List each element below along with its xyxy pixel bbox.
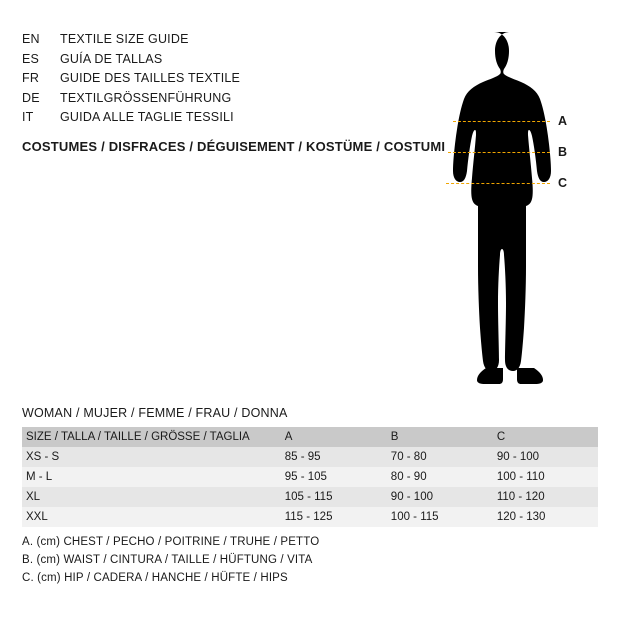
cell-b: 100 - 115 — [390, 511, 439, 523]
measure-line-chest — [453, 121, 550, 122]
language-title-list — [22, 30, 402, 128]
language-title: GUIDA ALLE TAGLIE TESSILI — [60, 110, 234, 124]
language-row — [22, 69, 402, 89]
language-row — [22, 89, 402, 109]
table-row — [22, 447, 598, 467]
measure-line-hip — [446, 183, 550, 184]
column-header-size: SIZE / TALLA / TAILLE / GRÖSSE / TAGLIA — [26, 431, 250, 443]
language-title: TEXTILGRÖSSENFÜHRUNG — [60, 90, 232, 105]
column-header-b: B — [390, 431, 399, 443]
cell-size: XL — [26, 491, 41, 503]
language-code: EN — [22, 32, 40, 46]
legend-line-b: B. (cm) WAIST / CINTURA / TAILLE / HÜFTUNG / VITA — [22, 554, 313, 566]
cell-size: XS - S — [26, 451, 60, 463]
legend-line-a: A. (cm) CHEST / PECHO / POITRINE / TRUHE / PETTO — [22, 536, 320, 548]
column-header-a: A — [284, 431, 293, 443]
table-row — [22, 487, 598, 507]
size-table — [22, 427, 598, 527]
table-header-row — [22, 427, 598, 447]
language-row — [22, 50, 402, 70]
language-code: DE — [22, 90, 40, 105]
measure-label-a: A — [558, 114, 568, 128]
cell-a: 105 - 115 — [284, 491, 333, 503]
cell-b: 90 - 100 — [390, 491, 433, 503]
language-row — [22, 108, 402, 128]
language-title: GUÍA DE TALLAS — [60, 51, 163, 66]
language-row — [22, 30, 402, 50]
cell-size: XXL — [26, 511, 48, 523]
language-title: GUIDE DES TAILLES TEXTILE — [60, 71, 241, 85]
measure-label-c: C — [558, 176, 568, 190]
cell-c: 110 - 120 — [496, 491, 545, 503]
cell-b: 80 - 90 — [390, 471, 427, 483]
cell-c: 120 - 130 — [496, 511, 546, 523]
female-silhouette-icon — [440, 20, 580, 390]
cell-size: M - L — [26, 471, 53, 483]
table-row — [22, 467, 598, 487]
cell-c: 100 - 110 — [496, 471, 545, 483]
language-code: FR — [22, 71, 40, 85]
cell-c: 90 - 100 — [496, 451, 540, 463]
language-title: TEXTILE SIZE GUIDE — [60, 32, 189, 46]
cell-a: 95 - 105 — [284, 471, 327, 483]
cell-a: 85 - 95 — [284, 451, 321, 463]
measure-line-waist — [448, 152, 550, 153]
language-code: IT — [22, 110, 34, 124]
category-heading: COSTUMES / DISFRACES / DÉGUISEMENT / KOSTÜME / COSTUMI — [22, 139, 446, 154]
cell-b: 70 - 80 — [390, 451, 427, 463]
table-title: WOMAN / MUJER / FEMME / FRAU / DONNA — [22, 406, 288, 420]
legend-line-c: C. (cm) HIP / CADERA / HANCHE / HÜFTE / HIPS — [22, 572, 288, 584]
figure-area — [410, 20, 610, 390]
column-header-c: C — [496, 431, 506, 443]
cell-a: 115 - 125 — [284, 511, 333, 523]
legend — [22, 533, 319, 587]
measure-label-b: B — [558, 145, 568, 159]
language-code: ES — [22, 51, 40, 66]
table-row — [22, 507, 598, 527]
